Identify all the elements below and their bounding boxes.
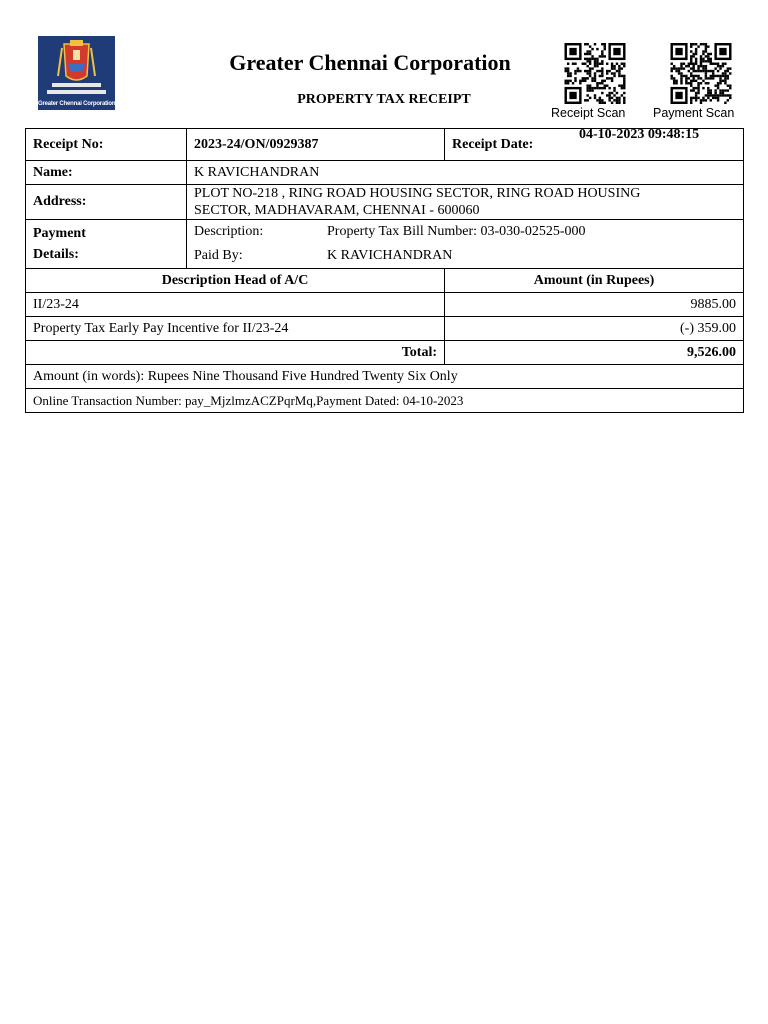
total-label: Total: [26,341,445,365]
payment-details-label [26,220,187,269]
address-line-1: PLOT NO-218 , RING ROAD HOUSING SECTOR, RING ROAD HOUSING [194,186,641,201]
desc-column-header: Description Head of A/C [26,269,445,293]
line-item-amount: 9885.00 [445,293,744,317]
logo-caption: Greater Chennai Corporation [38,101,115,107]
payment-label-line-1: Payment [33,226,86,241]
address-value [187,185,744,220]
receipt-qr-code [564,43,626,104]
receipt-no-label: Receipt No: [26,129,187,161]
amount-column-header: Amount (in Rupees) [445,269,744,293]
address-label: Address: [26,185,187,220]
paid-by-label: Paid By: [194,248,243,263]
total-value: 9,526.00 [445,341,744,365]
name-row [26,161,744,185]
receipt-scan-label: Receipt Scan [551,106,626,120]
payment-details-value [187,220,744,269]
line-items-header [26,269,744,293]
total-row [26,341,744,365]
line-item-desc: II/23-24 [26,293,445,317]
doc-title: PROPERTY TAX RECEIPT [297,92,471,107]
payment-label-line-2: Details: [33,247,79,262]
description-value: Property Tax Bill Number: 03-030-02525-000 [327,224,586,239]
online-transaction: Online Transaction Number: pay_MjzlmzACZPqrMq,Payment Dated: 04-10-2023 [26,389,744,413]
gcc-logo [38,36,115,110]
receipt-table [25,128,744,413]
payment-details-row [26,220,744,269]
receipt-no-value: 2023-24/ON/0929387 [187,129,445,161]
receipt-date-value: 04-10-2023 09:48:15 [579,127,700,142]
table-row [26,293,744,317]
org-title: Greater Chennai Corporation [229,50,511,75]
payment-qr-code [670,43,732,104]
table-row [26,317,744,341]
name-label: Name: [26,161,187,185]
address-line-2: SECTOR, MADHAVARAM, CHENNAI - 600060 [194,203,480,218]
amount-in-words: Amount (in words): Rupees Nine Thousand Five Hundred Twenty Six Only [26,365,744,389]
receipt-date-label: Receipt Date: [445,129,744,161]
transaction-row [26,389,744,413]
description-label: Description: [194,224,264,239]
line-item-amount: (-) 359.00 [445,317,744,341]
emblem-icon [38,36,115,110]
address-row [26,185,744,220]
paid-by-value: K RAVICHANDRAN [327,248,453,263]
line-item-desc: Property Tax Early Pay Incentive for II/23-24 [26,317,445,341]
amount-words-row [26,365,744,389]
name-value: K RAVICHANDRAN [187,161,744,185]
payment-scan-label: Payment Scan [653,106,735,120]
